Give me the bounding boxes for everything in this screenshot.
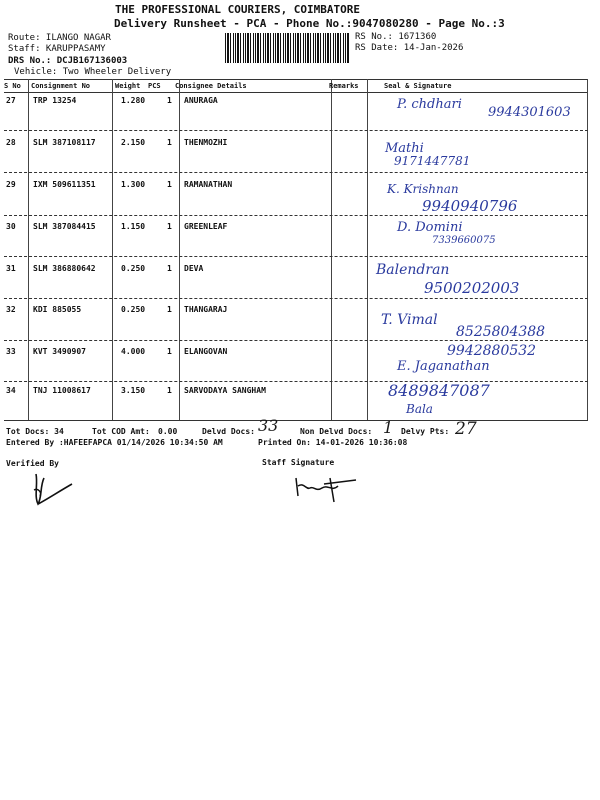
row-consignee: SARVODAYA SANGHAM	[184, 386, 266, 395]
handwritten-name: K. Krishnan	[387, 182, 459, 196]
row-pcs: 1	[167, 180, 172, 189]
drs-label: DRS No.: DCJB167136003	[8, 56, 128, 66]
col-header-consignment: Consignment No	[31, 82, 91, 90]
verified-by-label: Verified By	[6, 459, 59, 468]
delivery-points-handwritten: 27	[455, 419, 477, 439]
row-divider	[4, 298, 588, 299]
non-delivered-docs-label: Non Delvd Docs:	[300, 427, 373, 436]
col-header-pcs: PCS	[148, 82, 161, 90]
delivered-docs-label: Delvd Docs:	[202, 427, 255, 436]
row-divider	[4, 381, 588, 382]
total-docs: Tot Docs: 34	[6, 427, 64, 436]
row-consignee: ANURAGA	[184, 96, 218, 105]
staff-signature-drawing	[292, 474, 362, 504]
row-weight: 1.150	[121, 222, 146, 231]
staff-signature-label: Staff Signature	[262, 458, 335, 467]
handwritten-name: E. Jaganathan	[397, 359, 490, 374]
row-weight: 1.300	[121, 180, 146, 189]
handwritten-phone: 9171447781	[394, 154, 471, 168]
col-header-remarks: Remarks	[329, 82, 359, 90]
row-sno: 34	[6, 386, 16, 395]
handwritten-phone: 9500202003	[424, 279, 520, 297]
document-subtitle: Delivery Runsheet - PCA - Phone No.:9047080280 - Page No.:3	[114, 17, 505, 30]
row-consignment: SLM 387108117	[33, 138, 96, 147]
row-weight: 3.150	[121, 386, 146, 395]
row-pcs: 1	[167, 305, 172, 314]
total-cod-label: Tot COD Amt:	[92, 427, 150, 436]
row-sno: 29	[6, 180, 16, 189]
row-consignment: TRP 13254	[33, 96, 77, 105]
row-consignee: ELANGOVAN	[184, 347, 228, 356]
verified-signature-drawing	[28, 470, 78, 510]
row-pcs: 1	[167, 386, 172, 395]
row-weight: 0.250	[121, 305, 146, 314]
row-consignee: THANGARAJ	[184, 305, 228, 314]
row-divider	[4, 172, 588, 173]
row-sno: 33	[6, 347, 16, 356]
barcode-image	[225, 33, 350, 63]
row-pcs: 1	[167, 347, 172, 356]
row-consignment: KVT 3490907	[33, 347, 86, 356]
row-consignee: THENMOZHI	[184, 138, 228, 147]
handwritten-name: D. Domini	[397, 220, 463, 235]
handwritten-name: Bala	[406, 402, 433, 416]
row-consignment: SLM 387084415	[33, 222, 96, 231]
row-consignee: RAMANATHAN	[184, 180, 233, 189]
document-title: THE PROFESSIONAL COURIERS, COIMBATORE	[115, 3, 361, 16]
delivered-docs-handwritten: 33	[258, 416, 279, 435]
handwritten-phone: 8489847087	[388, 381, 490, 400]
table-header-border	[4, 92, 588, 93]
row-pcs: 1	[167, 96, 172, 105]
row-weight: 4.000	[121, 347, 146, 356]
route-label: Route: ILANGO NAGAR	[8, 33, 111, 43]
handwritten-phone: 8525804388	[456, 324, 546, 340]
rs-date: RS Date: 14-Jan-2026	[355, 43, 464, 53]
row-sno: 31	[6, 264, 16, 273]
delivery-table	[4, 79, 588, 421]
handwritten-name: T. Vimal	[381, 312, 438, 328]
row-sno: 32	[6, 305, 16, 314]
row-pcs: 1	[167, 222, 172, 231]
row-divider	[4, 130, 588, 131]
handwritten-phone: 9940940796	[422, 197, 518, 215]
entered-by: Entered By :HAFEEFAPCA 01/14/2026 10:34:50 AM	[6, 438, 223, 447]
row-pcs: 1	[167, 138, 172, 147]
rs-number: RS No.: 1671360	[355, 32, 437, 42]
row-divider	[4, 256, 588, 257]
row-consignment: TNJ 11008617	[33, 386, 91, 395]
row-divider	[4, 215, 588, 216]
row-divider	[4, 340, 588, 341]
handwritten-phone: 9944301603	[488, 105, 571, 120]
row-sno: 30	[6, 222, 16, 231]
row-consignee: GREENLEAF	[184, 222, 228, 231]
col-header-signature: Seal & Signature	[384, 82, 452, 90]
row-sno: 27	[6, 96, 16, 105]
col-header-sno: S No	[4, 82, 21, 90]
row-weight: 0.250	[121, 264, 146, 273]
delivery-points-label: Delvy Pts:	[401, 427, 450, 436]
non-delivered-docs-handwritten: 1	[383, 418, 394, 437]
handwritten-name: Balendran	[376, 262, 450, 278]
row-consignment: IXM 509611351	[33, 180, 96, 189]
row-consignment: KDI 885055	[33, 305, 82, 314]
col-header-weight: Weight	[115, 82, 141, 90]
handwritten-name: P. chdhari	[397, 97, 462, 112]
vehicle-label: Vehicle: Two Wheeler Delivery	[14, 67, 172, 77]
row-weight: 2.150	[121, 138, 146, 147]
staff-label: Staff: KARUPPASAMY	[8, 44, 106, 54]
row-consignee: DEVA	[184, 264, 204, 273]
total-cod-value: 0.00	[158, 427, 178, 436]
handwritten-phone: 9942880532	[447, 343, 537, 359]
row-weight: 1.280	[121, 96, 146, 105]
handwritten-phone: 7339660075	[432, 235, 496, 246]
row-pcs: 1	[167, 264, 172, 273]
printed-on: Printed On: 14-01-2026 10:36:08	[258, 438, 408, 447]
row-consignment: SLM 386880642	[33, 264, 96, 273]
handwritten-name: Mathi	[385, 141, 424, 156]
row-sno: 28	[6, 138, 16, 147]
col-header-consignee: Consignee Details	[175, 82, 247, 90]
table-bottom-border	[4, 420, 588, 421]
table-top-border	[4, 79, 588, 80]
